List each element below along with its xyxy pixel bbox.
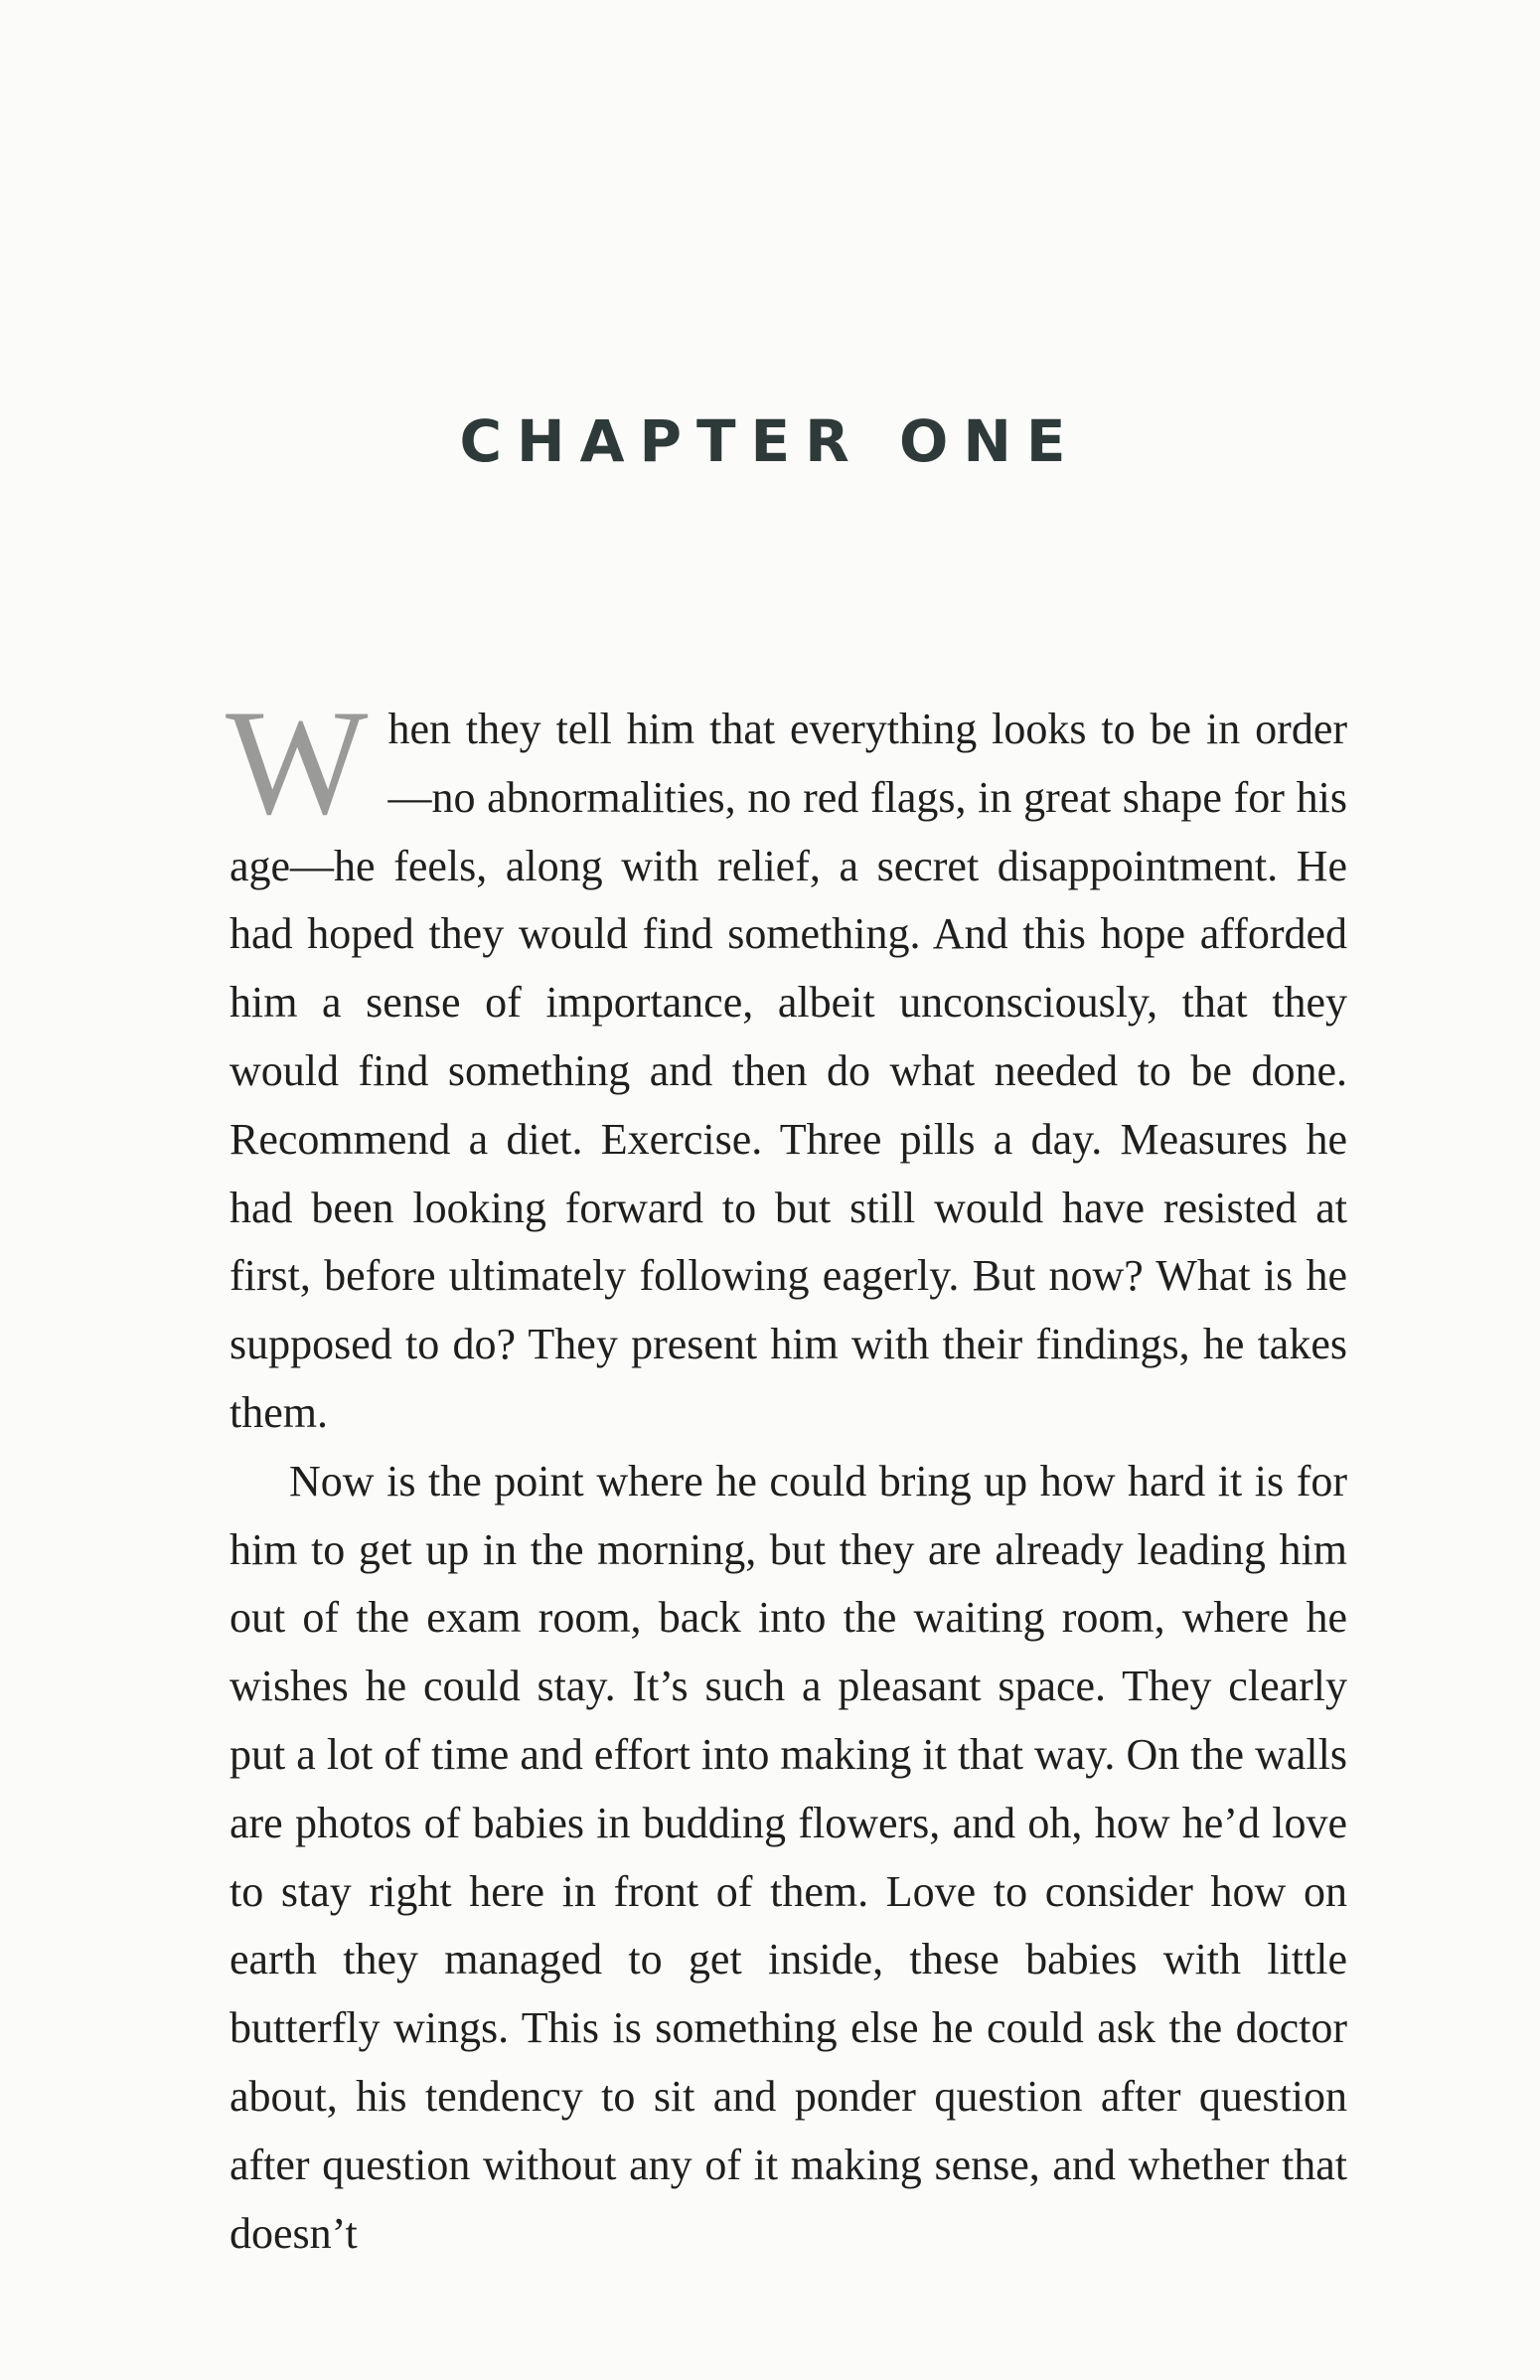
paragraph-1-text: hen they tell him that everything looks to be in order—no abnormalities, no red flags, in great shape for his age—he feels, along with relief, a secret disappointment. He had hoped they would find something. And this hope afforded him a sense of importance, albeit unconsciously, that they would find something and then do what needed to be done. Recommend a diet. Exercise. Three pills a day. Measures he had been looking forward to but still would have resisted at first, before ultimately following eagerly. But now? What is he supposed to do? They present him with their findings, he takes them. bbox=[230, 705, 1347, 1437]
paragraph-1 bbox=[226, 679, 1347, 1448]
chapter-body bbox=[226, 679, 1347, 2268]
chapter-heading: CHAPTER ONE bbox=[459, 407, 1081, 475]
paragraph-2 bbox=[230, 1448, 1347, 2269]
drop-cap: W bbox=[226, 679, 369, 846]
paragraph-2-text: Now is the point where he could bring up how hard it is for him to get up in the morning, but they are already leading him out of the exam room, back into the waiting room, where he wishes he could stay. It’s such a pleasant space. They clearly put a lot of time and effort into making it that way. On the walls are photos of babies in budding flowers, and oh, how he’d love to stay right here in front of them. Love to consider how on earth they managed to get inside, these babies with little butterfly wings. This is something else he could ask the doctor about, his tendency to sit and ponder question after question after question without any of it making sense, and whether that doesn’t bbox=[230, 1456, 1347, 2258]
